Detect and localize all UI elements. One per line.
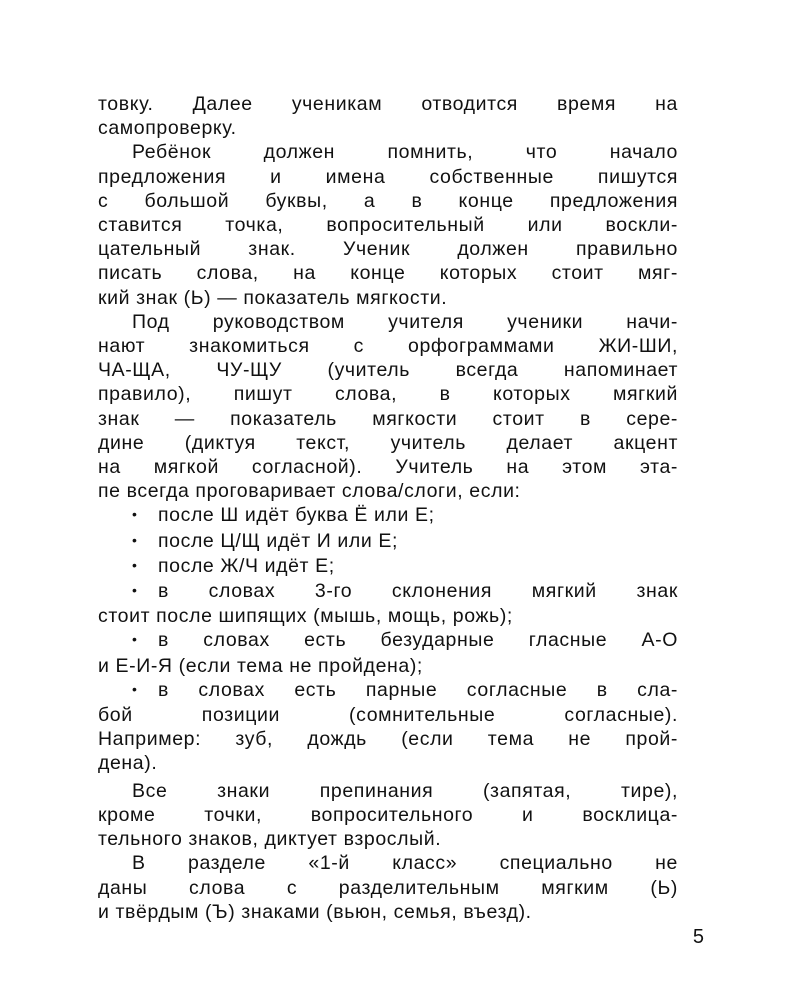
text-line: Под руководством учителя ученики начи-	[132, 310, 678, 333]
bullet-item	[98, 628, 678, 677]
text-line: Ребёнок должен помнить, что начало	[132, 141, 678, 164]
text-line: правило), пишут слова, в которых мягкий	[98, 383, 678, 406]
bullet-icon: •	[132, 582, 138, 599]
paragraph	[98, 310, 678, 504]
text-line: с большой буквы, а в конце предложения	[98, 189, 678, 212]
text-line: • в словах есть безударные гласные А-О	[98, 628, 678, 653]
text-line: бой позиции (сомнительные согласные).	[98, 704, 678, 727]
bullet-icon: •	[132, 680, 138, 697]
bullet-list	[98, 503, 678, 775]
text-line: и Е-И-Я (если тема не пройдена);	[98, 654, 423, 677]
text-line: • после Ш идёт буква Ё или Е;	[98, 503, 678, 528]
paragraph	[98, 140, 678, 309]
text-line: самопроверку.	[98, 117, 237, 140]
paragraph	[98, 851, 678, 924]
text-line: В разделе «1-й класс» специально не	[132, 852, 678, 875]
text-line: ставится точка, вопросительный или воскли-	[98, 214, 678, 237]
text-line: на мягкой согласной). Учитель на этом эта-	[98, 456, 678, 479]
bullet-icon: •	[132, 631, 138, 648]
text-line: Например: зуб, дождь (если тема не прой-	[98, 728, 678, 751]
bullet-item	[98, 579, 678, 628]
text-line: даны слова с разделительным мягким (Ь)	[98, 876, 678, 899]
text-line: цательный знак. Ученик должен правильно	[98, 238, 678, 261]
text-line: кий знак (Ь) — показатель мягкости.	[98, 286, 448, 309]
text-line: • после Ц/Щ идёт И или Е;	[98, 529, 678, 554]
text-line: писать слова, на конце которых стоит мяг-	[98, 262, 678, 285]
text-line: • после Ж/Ч идёт Е;	[98, 554, 678, 579]
page-body	[98, 92, 678, 924]
page-number: 5	[692, 926, 704, 948]
bullet-icon: •	[132, 556, 138, 573]
text-line: стоит после шипящих (мышь, мощь, рожь);	[98, 605, 513, 628]
text-line: пе всегда проговаривает слова/слоги, если:	[98, 480, 521, 503]
text-line: тельного знаков, диктует взрослый.	[98, 828, 442, 851]
text-line: Все знаки препинания (запятая, тире),	[132, 779, 678, 802]
bullet-item	[98, 529, 678, 554]
text-line: • в словах 3-го склонения мягкий знак	[98, 579, 678, 604]
text-line: предложения и имена собственные пишутся	[98, 165, 678, 188]
bullet-item	[98, 678, 678, 776]
text-line: • в словах есть парные согласные в сла-	[98, 678, 678, 703]
paragraph	[98, 779, 678, 852]
text-line: нают знакомиться с орфограммами ЖИ-ШИ,	[98, 335, 678, 358]
bullet-icon: •	[132, 531, 138, 548]
text-line: дине (диктуя текст, учитель делает акцент	[98, 431, 678, 454]
text-line: ЧА-ЩА, ЧУ-ЩУ (учитель всегда напоминает	[98, 359, 678, 382]
text-line: и твёрдым (Ъ) знаками (вьюн, семья, въезд).	[98, 900, 532, 923]
bullet-icon: •	[132, 506, 138, 523]
text-line: товку. Далее ученикам отводится время на	[98, 93, 678, 115]
paragraph	[98, 92, 678, 140]
text-line: дена).	[98, 752, 158, 775]
bullet-item	[98, 554, 678, 579]
text-line: кроме точки, вопросительного и восклица-	[98, 803, 678, 826]
text-line: знак — показатель мягкости стоит в сере-	[98, 407, 678, 430]
bullet-item	[98, 503, 678, 528]
